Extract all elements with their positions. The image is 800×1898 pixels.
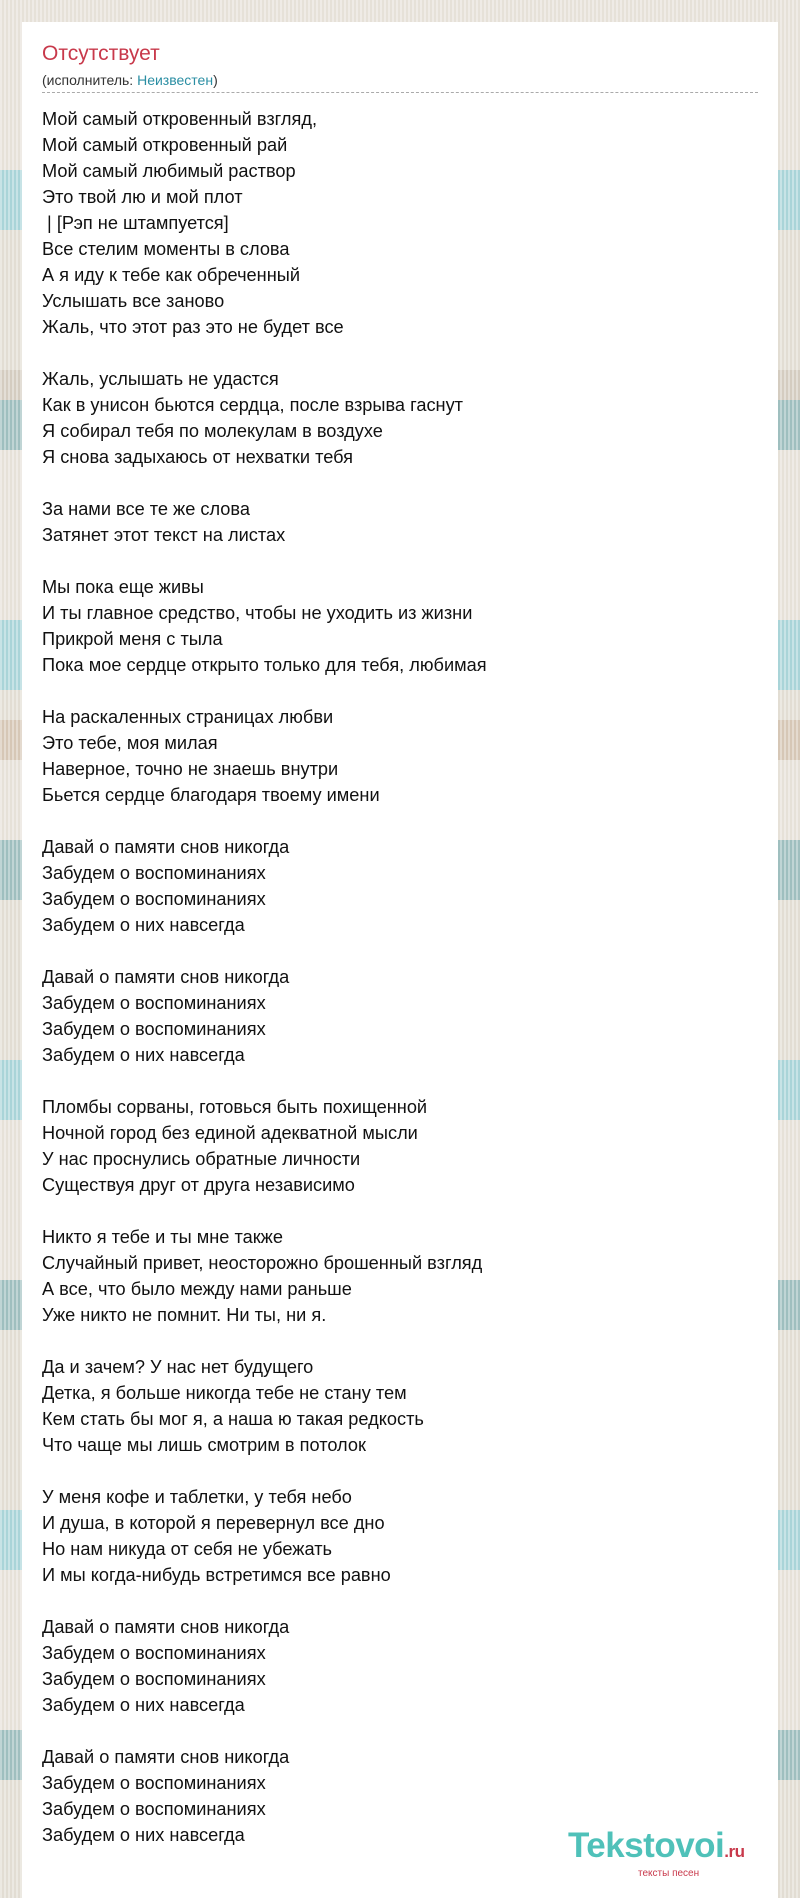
lyric-line: [42, 678, 758, 704]
lyric-line: Детка, я больше никогда тебе не стану тем: [42, 1383, 407, 1403]
lyric-line: Это твой лю и мой плот: [42, 187, 243, 207]
lyric-line: [42, 548, 758, 574]
divider: [42, 92, 758, 93]
lyric-line: [42, 1458, 758, 1484]
lyric-line: Как в унисон бьются сердца, после взрыва гаснут: [42, 395, 464, 415]
song-title: Отсутствует: [42, 42, 160, 65]
lyric-line: Давай о памяти снов никогда: [42, 1617, 290, 1637]
lyric-line: А я иду к тебе как обреченный: [42, 265, 300, 285]
lyric-line: Прикрой меня с тыла: [42, 629, 223, 649]
lyric-line: Существуя друг от друга независимо: [42, 1175, 355, 1195]
lyric-line: Пока мое сердце открыто только для тебя, любимая: [42, 655, 487, 675]
lyric-line: Забудем о воспоминаниях: [42, 863, 266, 883]
lyric-line: Бьется сердце благодаря твоему имени: [42, 785, 380, 805]
lyric-line: [42, 340, 758, 366]
lyric-line: Я снова задыхаюсь от нехватки тебя: [42, 447, 353, 467]
lyric-line: Мой самый откровенный рай: [42, 135, 288, 155]
lyric-line: И мы когда-нибудь встретимся все равно: [42, 1565, 391, 1585]
lyric-line: Пломбы сорваны, готовься быть похищенной: [42, 1097, 428, 1117]
lyric-line: Никто я тебе и ты мне также: [42, 1227, 283, 1247]
lyric-line: Давай о памяти снов никогда: [42, 1747, 290, 1767]
lyric-line: Что чаще мы лишь смотрим в потолок: [42, 1435, 366, 1455]
lyric-line: [42, 1718, 758, 1744]
lyric-line: А все, что было между нами раньше: [42, 1279, 352, 1299]
lyric-line: Случайный привет, неосторожно брошенный взгляд: [42, 1253, 483, 1273]
lyric-line: [42, 938, 758, 964]
lyric-line: Забудем о воспоминаниях: [42, 1019, 266, 1039]
lyric-line: Забудем о воспоминаниях: [42, 889, 266, 909]
logo-tagline: тексты песен: [638, 1868, 700, 1879]
lyric-line: Забудем о воспоминаниях: [42, 1643, 266, 1663]
lyric-line: Забудем о воспоминаниях: [42, 1799, 266, 1819]
lyric-line: За нами все те же слова: [42, 499, 250, 519]
lyric-line: Но нам никуда от себя не убежать: [42, 1539, 332, 1559]
lyric-line: И ты главное средство, чтобы не уходить из жизни: [42, 603, 473, 623]
lyric-line: Кем стать бы мог я, а наша ю такая редкость: [42, 1409, 424, 1429]
lyric-line: Уже никто не помнит. Ни ты, ни я.: [42, 1305, 327, 1325]
lyric-line: [42, 1328, 758, 1354]
lyric-line: Наверное, точно не знаешь внутри: [42, 759, 339, 779]
artist-line: [42, 72, 218, 88]
lyric-line: Забудем о них навсегда: [42, 915, 245, 935]
logo-name: Tekstovoi: [568, 1826, 725, 1865]
lyric-line: [42, 1198, 758, 1224]
content-panel: [22, 22, 778, 1898]
site-logo[interactable]: [568, 1828, 768, 1888]
lyric-line: [42, 808, 758, 834]
lyric-line: Все стелим моменты в слова: [42, 239, 290, 259]
lyric-line: Забудем о них навсегда: [42, 1825, 245, 1845]
lyric-line: Забудем о воспоминаниях: [42, 1773, 266, 1793]
lyric-line: Забудем о воспоминаниях: [42, 993, 266, 1013]
lyric-line: Давай о памяти снов никогда: [42, 967, 290, 987]
lyric-line: Услышать все заново: [42, 291, 225, 311]
lyric-line: [42, 1588, 758, 1614]
lyric-line: Я собирал тебя по молекулам в воздухе: [42, 421, 383, 441]
lyric-line: Затянет этот текст на листах: [42, 525, 286, 545]
lyric-line: И душа, в которой я перевернул все дно: [42, 1513, 385, 1533]
lyric-line: [42, 1068, 758, 1094]
lyric-line: Ночной город без единой адекватной мысли: [42, 1123, 418, 1143]
lyric-line: Жаль, что этот раз это не будет все: [42, 317, 344, 337]
lyric-line: Да и зачем? У нас нет будущего: [42, 1357, 314, 1377]
lyric-line: Забудем о них навсегда: [42, 1695, 245, 1715]
lyric-line: Забудем о них навсегда: [42, 1045, 245, 1065]
artist-link[interactable]: Неизвестен: [137, 72, 214, 88]
lyric-line: Жаль, услышать не удастся: [42, 369, 279, 389]
lyric-line: Мы пока еще живы: [42, 577, 204, 597]
lyric-line: У нас проснулись обратные личности: [42, 1149, 361, 1169]
lyric-line: Забудем о воспоминаниях: [42, 1669, 266, 1689]
lyric-line: Давай о памяти снов никогда: [42, 837, 290, 857]
lyric-line: Мой самый любимый раствор: [42, 161, 296, 181]
logo-tld: .ru: [724, 1842, 745, 1861]
lyrics-text: [42, 106, 758, 1848]
lyric-line: У меня кофе и таблетки, у тебя небо: [42, 1487, 352, 1507]
artist-suffix: ): [213, 72, 218, 88]
lyric-line: [42, 470, 758, 496]
lyric-line: На раскаленных страницах любви: [42, 707, 334, 727]
lyric-line: | [Рэп не штампуется]: [42, 213, 229, 233]
artist-prefix: (исполнитель:: [42, 72, 138, 88]
lyric-line: Это тебе, моя милая: [42, 733, 218, 753]
lyric-line: Мой самый откровенный взгляд,: [42, 109, 318, 129]
